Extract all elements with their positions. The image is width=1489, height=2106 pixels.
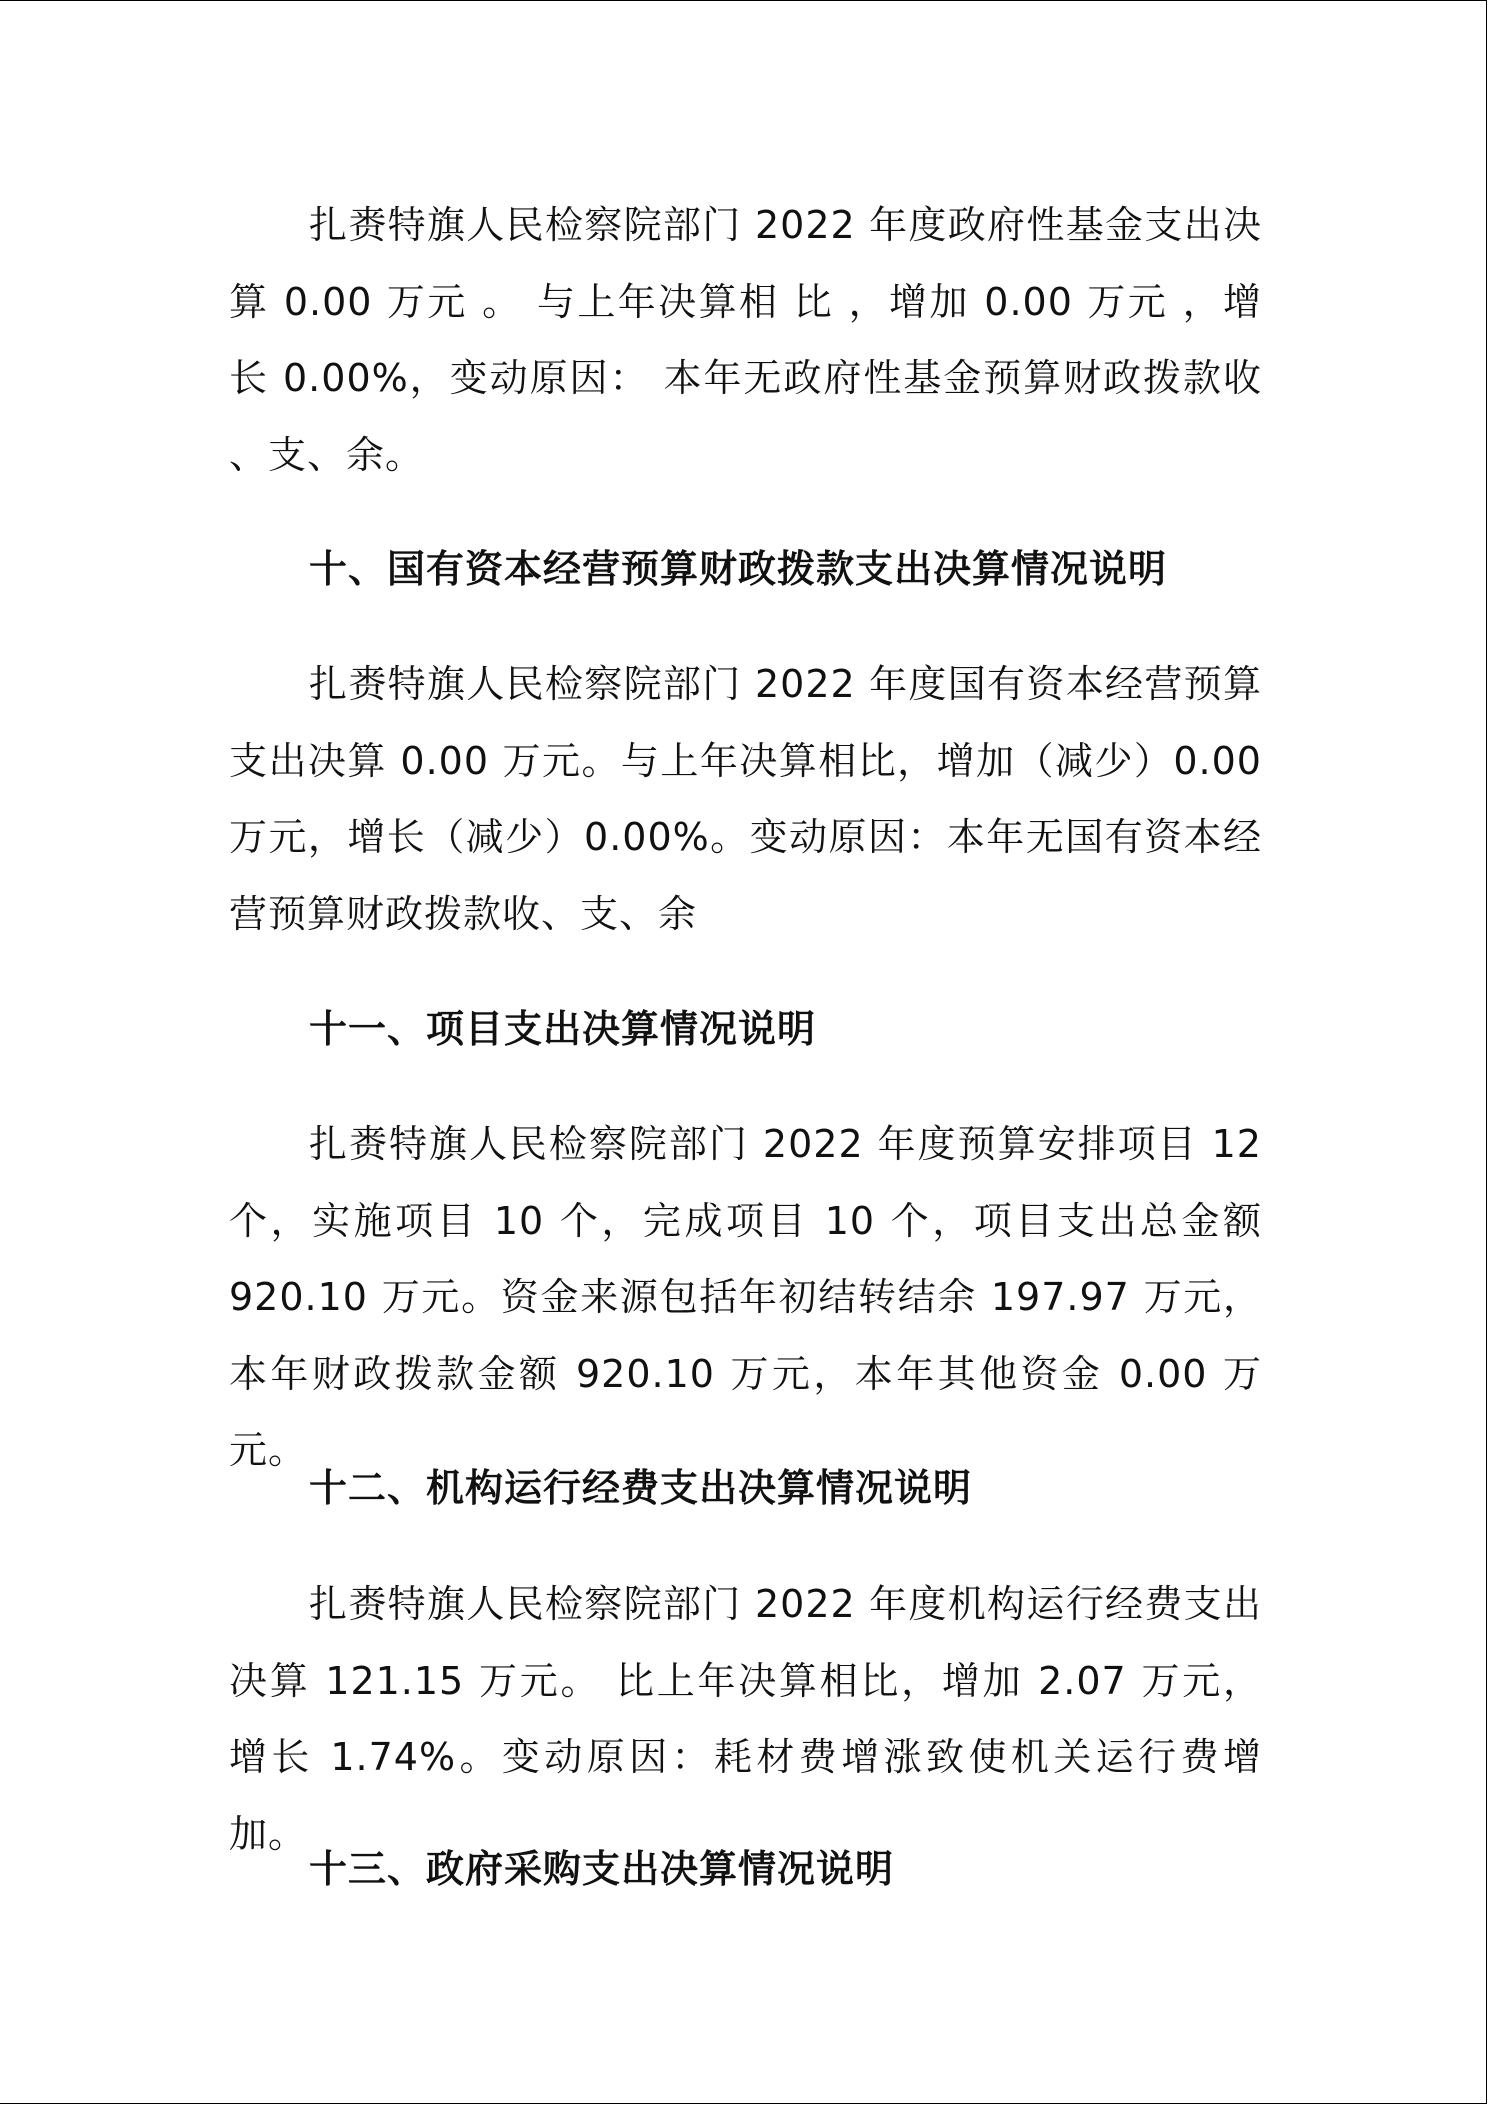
paragraph-state-capital-expenditure: 扎赉特旗人民检察院部门 2022 年度国有资本经营预算支出决算 0.00 万元。与上年决算相比，增加（减少）0.00 万元，增长（减少）0.00%。变动原因：本年无国有资本经营预算财政拨款收、支、余 xyxy=(229,662,1262,936)
paragraph-project-expenditure: 扎赉特旗人民检察院部门 2022 年度预算安排项目 12 个，实施项目 10 个，完成项目 10 个，项目支出总金额 920.10 万元。资金来源包括年初结转结余 197.97 万元，本年财政拨款金额 920.10 万元，本年其他资金 0.00 万元。 xyxy=(229,1122,1262,1472)
section-heading-11: 十一、项目支出决算情况说明 xyxy=(309,1007,817,1051)
section-heading-10: 十、国有资本经营预算财政拨款支出决算情况说明 xyxy=(309,547,1168,591)
section-heading-12: 十二、机构运行经费支出决算情况说明 xyxy=(309,1466,973,1510)
section-heading-13: 十三、政府采购支出决算情况说明 xyxy=(309,1847,895,1891)
paragraph-operating-expenditure: 扎赉特旗人民检察院部门 2022 年度机构运行经费支出决算 121.15 万元。 比上年决算相比，增加 2.07 万元，增长 1.74%。变动原因：耗材费增涨致使机关运行费增加。 xyxy=(229,1582,1262,1856)
paragraph-government-fund-expenditure: 扎赉特旗人民检察院部门 2022 年度政府性基金支出决算 0.00 万元 。 与上年决算相 比 ，增加 0.00 万元 ，增长 0.00%，变动原因： 本年无政府性基金预算财政拨款收 、支、余。 xyxy=(229,203,1262,477)
